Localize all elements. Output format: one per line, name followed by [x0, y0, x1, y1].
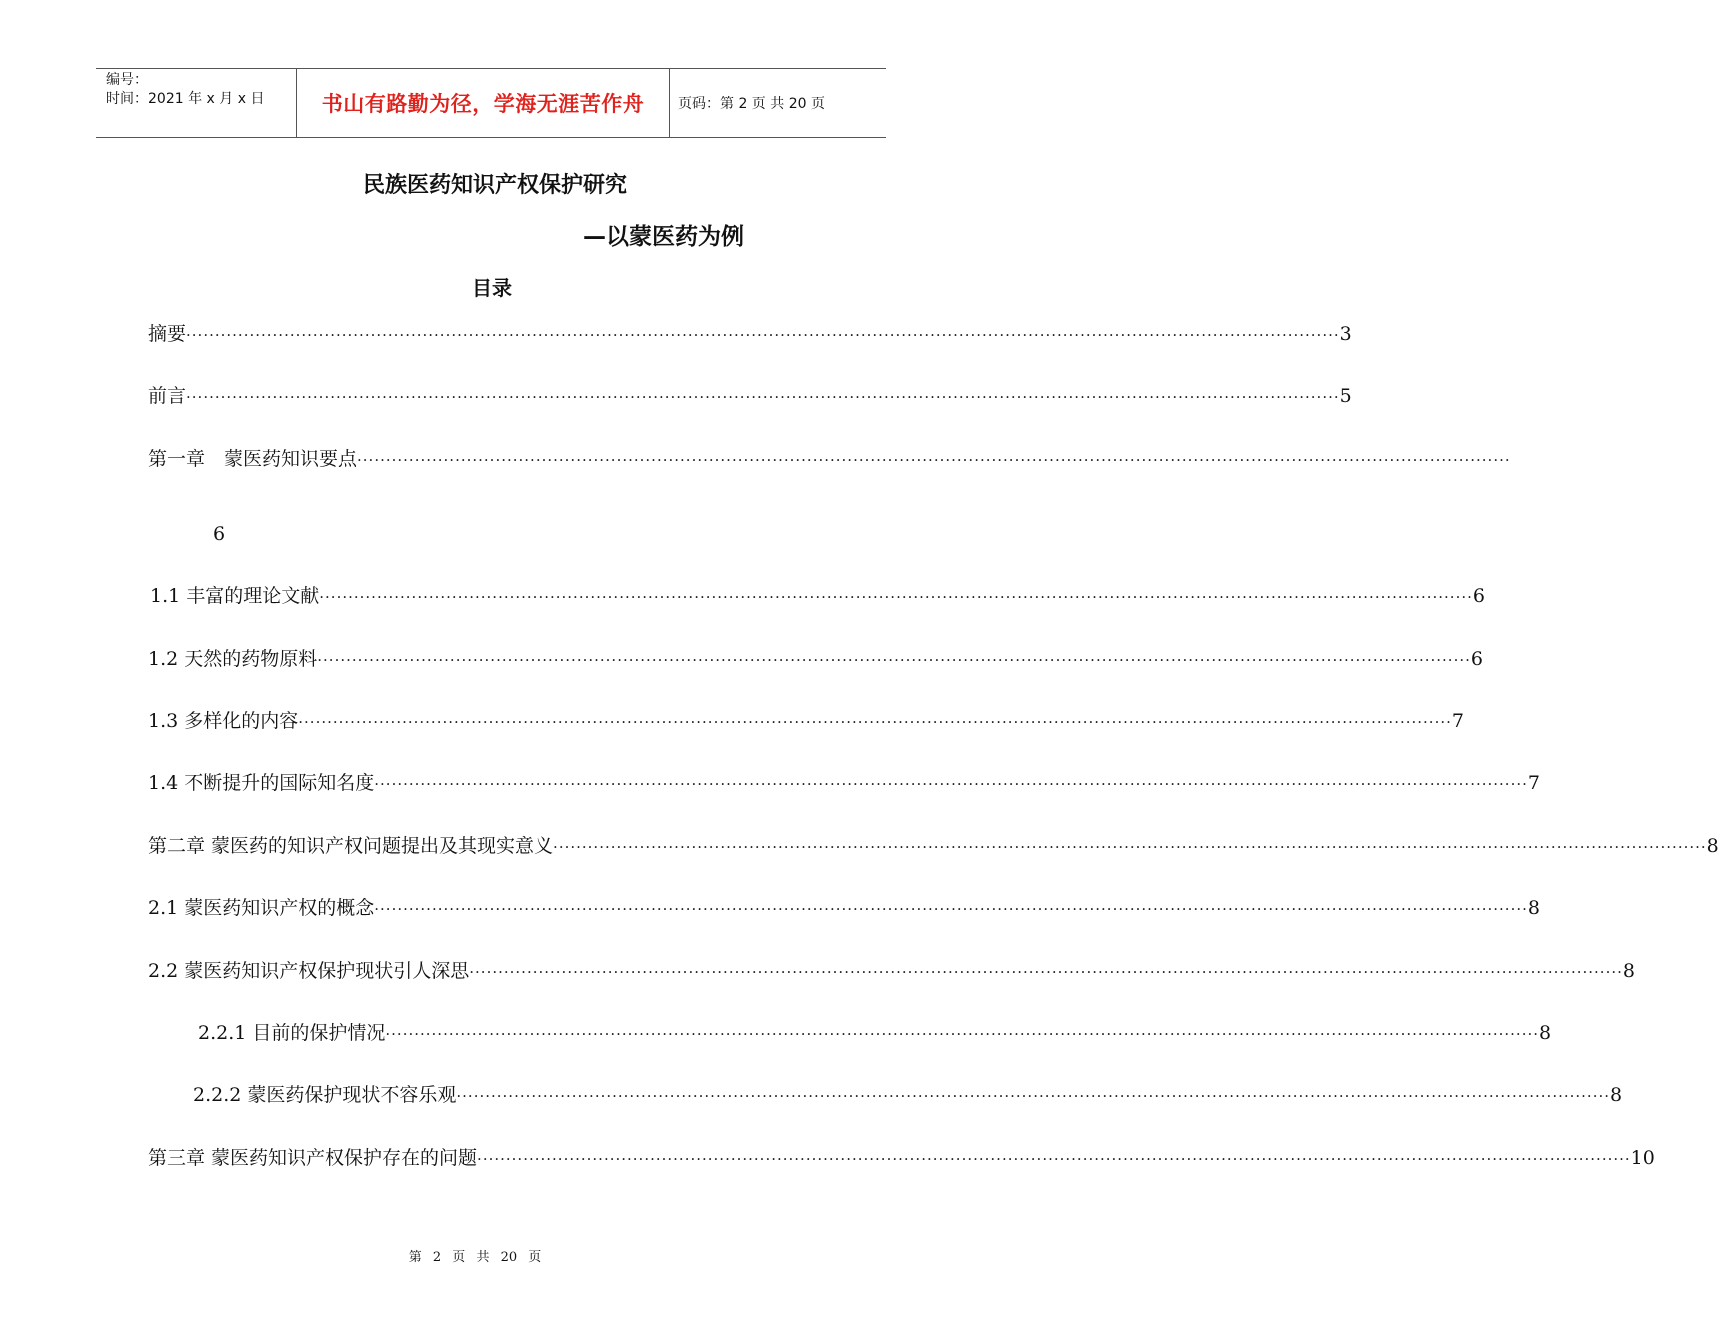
toc-entry-page: 6 — [1470, 648, 1483, 670]
toc-leader-dots: ········································································································································································································ — [317, 651, 1471, 669]
header-motto: 书山有路勤为径，学海无涯苦作舟 — [321, 92, 645, 116]
toc-entry-label: 1.3 多样化的内容 — [148, 710, 299, 732]
toc-entry-preface[interactable] — [148, 382, 1352, 410]
time-label: 时间：2021 年 x 月 x 日 — [106, 91, 265, 107]
footer-page-unit: 页 — [452, 1250, 466, 1265]
toc-leader-dots: ········································································································································································································ — [186, 326, 1340, 344]
toc-leader-dots: ········································································································································································································ — [553, 838, 1707, 856]
toc-entry-1-1[interactable] — [150, 582, 1485, 610]
toc-leader-dots: ········································································································································································································ — [357, 451, 1511, 469]
toc-leader-dots: ········································································································································································································ — [469, 963, 1623, 981]
toc-leader-dots: ········································································································································································································ — [319, 588, 1473, 606]
toc-entry-label: 第三章 蒙医药知识产权保护存在的问题 — [148, 1147, 478, 1169]
toc-entry-2-1[interactable] — [148, 894, 1540, 922]
header-table — [96, 68, 886, 138]
toc-entry-label: 第二章 蒙医药的知识产权问题提出及其现实意义 — [148, 835, 554, 857]
toc-entry-1-2[interactable] — [148, 645, 1483, 673]
toc-wrapped-page-number: 6 — [213, 523, 226, 545]
toc-entry-abstract[interactable] — [148, 320, 1352, 348]
toc-entry-page: 7 — [1451, 710, 1464, 732]
toc-entry-chapter-2[interactable] — [148, 832, 1719, 860]
toc-leader-dots: ········································································································································································································ — [477, 1150, 1631, 1168]
toc-entry-label: 1.4 不断提升的国际知名度 — [148, 772, 375, 794]
footer-total-unit: 页 — [528, 1250, 542, 1265]
toc-entry-label: 2.2.2 蒙医药保护现状不容乐观 — [193, 1084, 457, 1106]
toc-entry-page: 6 — [1472, 585, 1485, 607]
toc-entry-page: 7 — [1527, 772, 1540, 794]
toc-entry-2-2-1[interactable] — [198, 1019, 1552, 1047]
toc-entry-1-3[interactable] — [148, 707, 1464, 735]
footer-total-number: 20 — [500, 1250, 518, 1265]
toc-entry-chapter-1[interactable] — [148, 445, 1511, 473]
toc-entry-label: 1.2 天然的药物原料 — [148, 648, 318, 670]
toc-entry-page: 8 — [1706, 835, 1719, 857]
toc-entry-page: 10 — [1630, 1147, 1655, 1169]
toc-entry-page: 5 — [1339, 385, 1352, 407]
footer-page-word: 第 — [408, 1250, 422, 1265]
header-meta — [106, 71, 264, 109]
document-subtitle: —以蒙医药为例 — [583, 224, 744, 250]
page-footer — [0, 1246, 950, 1265]
toc-entry-label: 1.1 丰富的理论文献 — [150, 585, 320, 607]
toc-leader-dots: ········································································································································································································ — [385, 1025, 1540, 1043]
toc-entry-page: 3 — [1339, 323, 1352, 345]
toc-entry-label: 前言 — [148, 385, 187, 407]
header-page-info: 页码：第 2 页 共 20 页 — [678, 96, 825, 112]
header-divider — [669, 69, 670, 137]
toc-entry-label: 2.2 蒙医药知识产权保护现状引人深思 — [148, 960, 470, 982]
toc-entry-page: 8 — [1610, 1084, 1623, 1106]
toc-entry-chapter-3[interactable] — [148, 1144, 1655, 1172]
toc-entry-label: 2.1 蒙医药知识产权的概念 — [148, 897, 375, 919]
toc-entry-2-2[interactable] — [148, 957, 1635, 985]
serial-label: 编号： — [106, 72, 148, 88]
toc-entry-label: 2.2.1 目前的保护情况 — [198, 1022, 386, 1044]
toc-entry-label: 第一章 蒙医药知识要点 — [148, 448, 358, 470]
toc-entry-page: 8 — [1622, 960, 1635, 982]
toc-entry-1-4[interactable] — [148, 769, 1540, 797]
toc-heading: 目录 — [472, 276, 512, 300]
toc-leader-dots: ········································································································································································································ — [186, 388, 1340, 406]
toc-entry-page: 8 — [1527, 897, 1540, 919]
toc-entry-page: 8 — [1539, 1022, 1552, 1044]
toc-leader-dots: ········································································································································································································ — [456, 1087, 1611, 1105]
footer-total-word: 共 — [476, 1250, 490, 1265]
toc-leader-dots: ········································································································································································································ — [374, 775, 1528, 793]
document-title: 民族医药知识产权保护研究 — [362, 173, 627, 198]
toc-leader-dots: ········································································································································································································ — [298, 713, 1452, 731]
toc-leader-dots: ········································································································································································································ — [374, 900, 1528, 918]
footer-page-number: 2 — [432, 1250, 442, 1265]
toc-entry-2-2-2[interactable] — [193, 1081, 1623, 1109]
toc-entry-label: 摘要 — [148, 323, 187, 345]
